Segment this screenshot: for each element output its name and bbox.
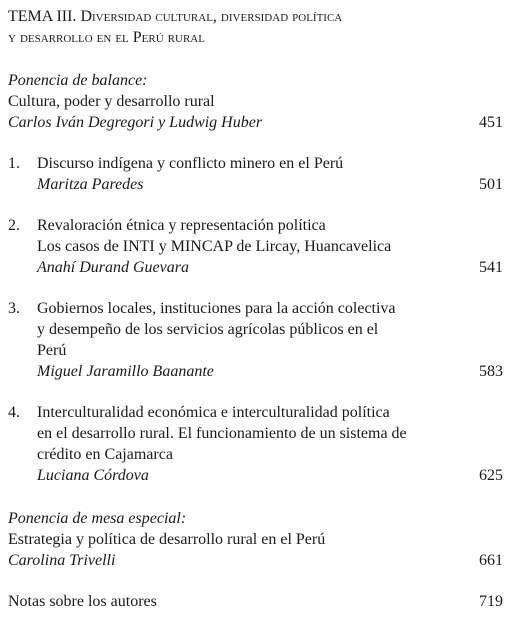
entry-index: 4. [8,404,20,421]
balance-author: Carlos Iván Degregori y Ludwig Huber [8,114,263,131]
entry-author: Anahí Durand Guevara [37,259,189,276]
special-author: Carolina Trivelli [8,552,116,569]
balance-entry [8,70,503,133]
notes-page-number: 719 [479,593,503,610]
entry-title-line: Interculturalidad económica e interculturalidad política [37,404,390,421]
entry-index: 3. [8,300,20,317]
entry-page-number: 541 [479,259,503,276]
entry-page-number: 625 [479,467,503,484]
entry-title-line: y desempeño de los servicios agrícolas públicos en el [37,321,379,338]
entry-title-line: crédito en Cajamarca [37,446,173,463]
notes-entry [8,591,503,612]
entry-index: 2. [8,217,20,234]
section-heading [8,6,503,48]
entry-page-number: 501 [479,176,503,193]
entry-title-line: Los casos de INTI y MINCAP de Lircay, Huancavelica [37,238,392,255]
balance-label: Ponencia de balance: [8,72,148,89]
toc-entry-3 [8,298,503,382]
special-page-number: 661 [479,552,503,569]
heading-line-1: Diversidad cultural, diversidad política [80,8,343,25]
entry-title-line: en el desarrollo rural. El funcionamiento de un sistema de [37,425,407,442]
special-label: Ponencia de mesa especial: [8,510,187,527]
entry-author: Miguel Jaramillo Baanante [37,363,214,380]
entry-title-line: Perú [37,342,67,359]
special-title: Estrategia y política de desarrollo rural en el Perú [8,531,326,548]
entry-title-line: Revaloración étnica y representación política [37,217,326,234]
toc-entry-4 [8,402,503,486]
entry-author: Maritza Paredes [37,176,144,193]
toc-entry-1 [8,153,503,195]
entry-index: 1. [8,155,20,172]
balance-page-number: 451 [479,114,503,131]
toc-entry-2 [8,215,503,278]
notes-title: Notas sobre los autores [8,593,157,610]
heading-line-2: y desarrollo en el Perú rural [8,29,205,46]
entry-title-line: Gobiernos locales, instituciones para la acción colectiva [37,300,396,317]
balance-title: Cultura, poder y desarrollo rural [8,93,215,110]
entry-author: Luciana Córdova [37,467,149,484]
entry-page-number: 583 [479,363,503,380]
heading-prefix: TEMA III. [8,8,77,25]
entry-title-line: Discurso indígena y conflicto minero en el Perú [37,155,344,172]
special-entry [8,508,503,571]
